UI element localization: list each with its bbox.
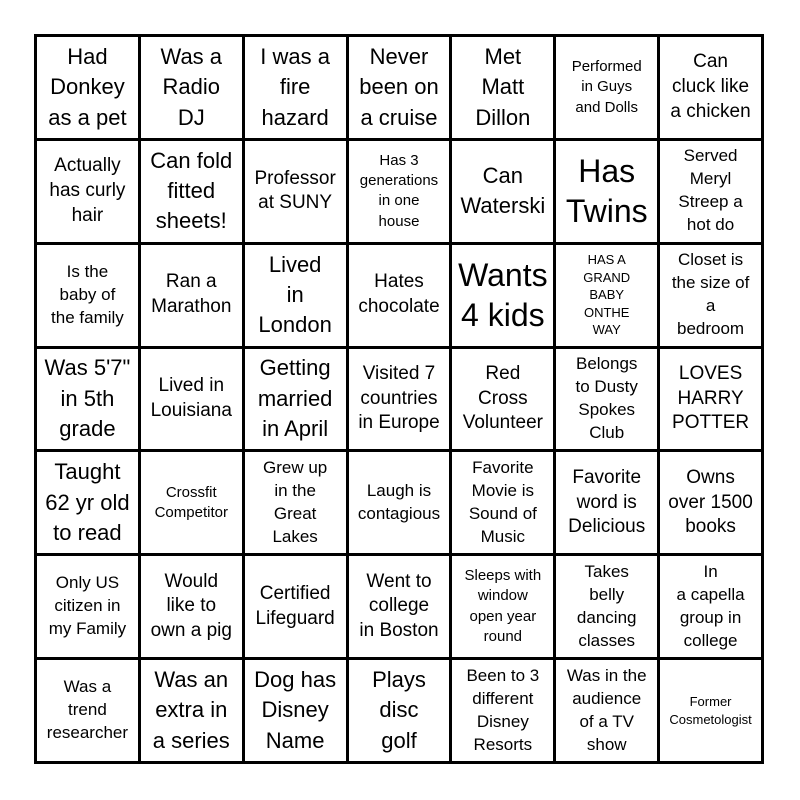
- bingo-cell[interactable]: Lived in London: [245, 245, 346, 346]
- bingo-cell[interactable]: Takes belly dancing classes: [556, 556, 657, 657]
- bingo-cell[interactable]: Served Meryl Streep a hot do: [660, 141, 761, 242]
- bingo-cell[interactable]: Would like to own a pig: [141, 556, 242, 657]
- bingo-cell[interactable]: Grew up in the Great Lakes: [245, 452, 346, 553]
- bingo-cell[interactable]: Been to 3 different Disney Resorts: [452, 660, 553, 761]
- bingo-cell[interactable]: Plays disc golf: [349, 660, 450, 761]
- bingo-cell[interactable]: Had Donkey as a pet: [37, 37, 138, 138]
- bingo-cell[interactable]: Laugh is contagious: [349, 452, 450, 553]
- bingo-cell[interactable]: Closet is the size of a bedroom: [660, 245, 761, 346]
- bingo-cell[interactable]: Owns over 1500 books: [660, 452, 761, 553]
- bingo-cell[interactable]: Only US citizen in my Family: [37, 556, 138, 657]
- bingo-cell[interactable]: I was a fire hazard: [245, 37, 346, 138]
- bingo-cell[interactable]: Favorite word is Delicious: [556, 452, 657, 553]
- bingo-cell[interactable]: Has 3 generations in one house: [349, 141, 450, 242]
- bingo-cell[interactable]: Taught 62 yr old to read: [37, 452, 138, 553]
- bingo-cell[interactable]: Went to college in Boston: [349, 556, 450, 657]
- bingo-cell[interactable]: Red Cross Volunteer: [452, 349, 553, 450]
- bingo-cell[interactable]: Can Waterski: [452, 141, 553, 242]
- bingo-cell[interactable]: Certified Lifeguard: [245, 556, 346, 657]
- bingo-cell[interactable]: Wants 4 kids: [452, 245, 553, 346]
- bingo-cell[interactable]: Dog has Disney Name: [245, 660, 346, 761]
- bingo-cell[interactable]: Performed in Guys and Dolls: [556, 37, 657, 138]
- bingo-cell[interactable]: Ran a Marathon: [141, 245, 242, 346]
- bingo-cell[interactable]: Actually has curly hair: [37, 141, 138, 242]
- bingo-cell[interactable]: Was 5'7" in 5th grade: [37, 349, 138, 450]
- bingo-cell[interactable]: Getting married in April: [245, 349, 346, 450]
- bingo-cell[interactable]: Is the baby of the family: [37, 245, 138, 346]
- bingo-cell[interactable]: Has Twins: [556, 141, 657, 242]
- bingo-cell[interactable]: Former Cosmetologist: [660, 660, 761, 761]
- bingo-cell[interactable]: Was a Radio DJ: [141, 37, 242, 138]
- bingo-cell[interactable]: Visited 7 countries in Europe: [349, 349, 450, 450]
- bingo-cell[interactable]: Was an extra in a series: [141, 660, 242, 761]
- bingo-cell[interactable]: Never been on a cruise: [349, 37, 450, 138]
- bingo-cell[interactable]: LOVES HARRY POTTER: [660, 349, 761, 450]
- bingo-cell[interactable]: Can fold fitted sheets!: [141, 141, 242, 242]
- bingo-cell[interactable]: Lived in Louisiana: [141, 349, 242, 450]
- bingo-cell[interactable]: Sleeps with window open year round: [452, 556, 553, 657]
- bingo-cell[interactable]: Crossfit Competitor: [141, 452, 242, 553]
- bingo-cell[interactable]: Can cluck like a chicken: [660, 37, 761, 138]
- bingo-cell[interactable]: Met Matt Dillon: [452, 37, 553, 138]
- bingo-cell[interactable]: Was a trend researcher: [37, 660, 138, 761]
- bingo-cell[interactable]: Hates chocolate: [349, 245, 450, 346]
- bingo-cell[interactable]: In a capella group in college: [660, 556, 761, 657]
- bingo-cell[interactable]: HAS A GRAND BABY ONTHE WAY: [556, 245, 657, 346]
- bingo-cell[interactable]: Belongs to Dusty Spokes Club: [556, 349, 657, 450]
- bingo-cell[interactable]: Professor at SUNY: [245, 141, 346, 242]
- bingo-cell[interactable]: Was in the audience of a TV show: [556, 660, 657, 761]
- bingo-board: [34, 34, 764, 764]
- bingo-cell[interactable]: Favorite Movie is Sound of Music: [452, 452, 553, 553]
